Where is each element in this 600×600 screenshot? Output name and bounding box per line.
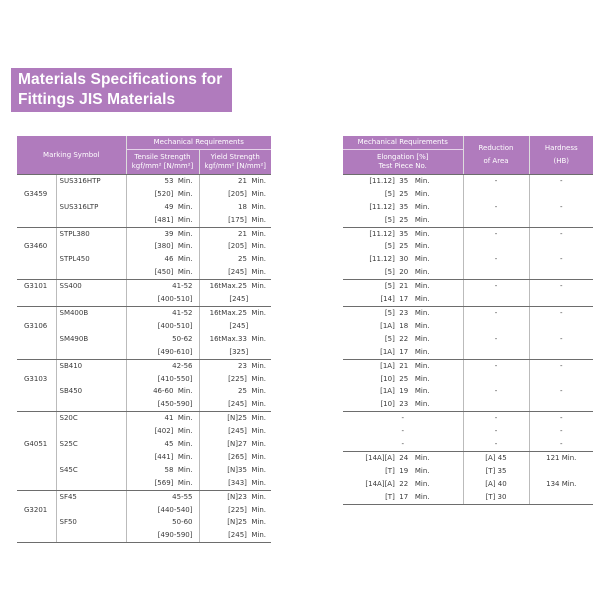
table-row	[17, 451, 271, 464]
elongation-cell: [1A] 19 Min.	[380, 387, 430, 396]
standard-cell: G3201	[24, 505, 48, 514]
tensile-strength-cell: [400-510]	[126, 320, 199, 333]
table-row	[17, 320, 271, 333]
reduction-of-area-cell: -	[463, 412, 529, 425]
hardness-label-2: (HB)	[553, 156, 570, 165]
table-row	[17, 359, 271, 372]
table-row	[17, 398, 271, 411]
tensile-strength-cell: [481] Min.	[126, 214, 199, 227]
tensile-strength-cell: 50-62	[126, 333, 199, 346]
yield-strength-cell: [225] Min.	[199, 504, 271, 517]
marking-symbol-cell	[56, 320, 126, 333]
elongation-cell: -	[401, 427, 405, 436]
tensile-strength-cell: 49 Min.	[126, 201, 199, 214]
table-row	[17, 333, 271, 346]
standard-cell: G4051	[24, 440, 48, 449]
yield-strength-cell: 16tMax.25 Min.	[199, 280, 271, 293]
marking-symbol-cell	[56, 214, 126, 227]
reduction-of-area-cell: -	[463, 333, 529, 346]
tensile-strength-cell: 46 Min.	[126, 253, 199, 266]
tensile-strength-cell: [440-540]	[126, 504, 199, 517]
table-row	[343, 214, 593, 227]
standard-cell	[17, 293, 56, 306]
table-row	[17, 280, 271, 293]
marking-symbol-cell: S25C	[56, 438, 126, 451]
elongation-cell: [11.12] 35 Min.	[369, 202, 430, 211]
standard-cell	[17, 516, 56, 529]
elongation-cell: [1A] 17 Min.	[343, 346, 463, 359]
reduction-of-area-cell	[463, 266, 529, 279]
table-row	[17, 425, 271, 438]
tensile-strength-cell: [450-590]	[126, 398, 199, 411]
table-row	[17, 174, 271, 187]
standard-cell: G3460	[24, 242, 48, 251]
marking-symbol-cell: SF50	[56, 516, 126, 529]
marking-symbol-cell	[56, 477, 126, 490]
tensile-strength-unit: kgf/mm² [N/mm²]	[131, 161, 194, 170]
right-mechanical-requirements-header: Mechanical Requirements	[343, 136, 463, 149]
hardness-cell: 134 Min.	[529, 478, 593, 491]
tensile-strength-label: Tensile Strength	[134, 152, 191, 161]
page-title	[11, 68, 232, 112]
hardness-cell: 121 Min.	[529, 451, 593, 464]
reduction-of-area-cell: [A] 45	[463, 451, 529, 464]
tensile-strength-cell: [400-510]	[126, 293, 199, 306]
reduction-of-area-cell: -	[463, 253, 529, 266]
table-row	[343, 385, 593, 398]
standard-cell	[17, 346, 56, 359]
marking-symbol-cell	[56, 504, 126, 517]
tensile-strength-cell: 41 Min.	[126, 412, 199, 425]
table-row	[17, 266, 271, 279]
marking-symbol-cell: SM400B	[56, 306, 126, 319]
tensile-strength-cell: [490-610]	[126, 346, 199, 359]
tensile-strength-cell: 41-52	[126, 280, 199, 293]
mechanical-requirements-header: Mechanical Requirements	[126, 136, 271, 149]
marking-symbol-cell	[56, 346, 126, 359]
tensile-strength-cell: 50-60	[126, 516, 199, 529]
hardness-cell	[529, 320, 593, 333]
elongation-cell: [11.12] 35 Min.	[369, 229, 430, 238]
marking-symbol-cell	[56, 373, 126, 386]
hardness-cell: -	[529, 359, 593, 372]
standard-cell	[17, 490, 56, 503]
table-row	[17, 438, 271, 451]
standard-cell	[17, 451, 56, 464]
yield-strength-cell: [245]	[199, 293, 271, 306]
table-row	[343, 306, 593, 319]
tensile-strength-cell: [490-590]	[126, 529, 199, 542]
marking-symbol-cell	[56, 451, 126, 464]
hardness-cell: -	[529, 280, 593, 293]
standard-cell	[17, 385, 56, 398]
standard-cell	[17, 333, 56, 346]
yield-strength-cell: [205] Min.	[199, 240, 271, 253]
table-row	[343, 280, 593, 293]
hardness-cell: -	[529, 201, 593, 214]
reduction-of-area-cell	[463, 240, 529, 253]
hardness-cell: -	[529, 227, 593, 240]
yield-strength-cell: 16tMax.33 Min.	[199, 333, 271, 346]
yield-strength-cell: [343] Min.	[199, 477, 271, 490]
reduction-of-area-cell: [A] 40	[463, 478, 529, 491]
table-row	[17, 477, 271, 490]
table-row	[17, 227, 271, 240]
tensile-strength-cell: 53 Min.	[126, 174, 199, 187]
table-row	[343, 320, 593, 333]
table-row	[343, 425, 593, 438]
marking-symbol-cell: SB410	[56, 359, 126, 372]
hardness-cell: -	[529, 412, 593, 425]
reduction-of-area-cell: -	[463, 385, 529, 398]
elongation-cell: [5] 21 Min.	[384, 282, 430, 291]
marking-symbol-cell	[56, 188, 126, 201]
tensile-strength-header	[126, 149, 199, 174]
tensile-strength-cell: 41-52	[126, 306, 199, 319]
elongation-label: Elongation [%]	[376, 152, 429, 161]
elongation-cell: [5] 25 Min.	[343, 214, 463, 227]
yield-strength-cell: 21 Min.	[199, 174, 271, 187]
hardness-cell	[529, 188, 593, 201]
tensile-strength-cell: [569] Min.	[126, 477, 199, 490]
yield-strength-cell: 16tMax.25 Min.	[199, 306, 271, 319]
table-row	[343, 359, 593, 372]
tensile-strength-cell: [441] Min.	[126, 451, 199, 464]
yield-strength-cell: [205] Min.	[199, 188, 271, 201]
standard-cell: G3106	[24, 321, 48, 330]
yield-strength-cell: [245] Min.	[199, 398, 271, 411]
reduction-label-1: Reduction	[478, 143, 514, 152]
yield-strength-unit: kgf/mm² [N/mm²]	[204, 161, 266, 170]
reduction-of-area-header	[463, 136, 529, 174]
standard-cell	[17, 214, 56, 227]
yield-strength-cell: 25 Min.	[199, 253, 271, 266]
elongation-cell: [1A] 18 Min.	[380, 321, 430, 330]
table-row	[343, 398, 593, 411]
marking-symbol-cell: SM490B	[56, 333, 126, 346]
reduction-of-area-cell: [T] 35	[463, 465, 529, 478]
marking-symbol-cell	[56, 293, 126, 306]
yield-strength-cell: [245] Min.	[199, 425, 271, 438]
hardness-label-1: Hardness	[544, 143, 578, 152]
table-row	[343, 465, 593, 478]
standard-cell	[17, 201, 56, 214]
yield-strength-label: Yield Strength	[210, 152, 260, 161]
elongation-cell: [14] 17 Min.	[343, 293, 463, 306]
table-row	[343, 451, 593, 464]
table-row	[17, 504, 271, 517]
standard-cell: G3459	[24, 189, 48, 198]
left-spec-table	[17, 136, 271, 543]
tensile-strength-cell: [380] Min.	[126, 240, 199, 253]
tensile-strength-cell: 46-60 Min.	[126, 385, 199, 398]
marking-symbol-cell	[56, 240, 126, 253]
table-row	[343, 174, 593, 187]
yield-strength-cell: [245]	[199, 320, 271, 333]
standard-cell: G3103	[24, 374, 48, 383]
yield-strength-cell: [245] Min.	[199, 266, 271, 279]
reduction-of-area-cell	[463, 346, 529, 359]
tensile-strength-cell: [450] Min.	[126, 266, 199, 279]
reduction-of-area-cell: [T] 30	[463, 491, 529, 504]
table-row	[343, 346, 593, 359]
table-row	[17, 253, 271, 266]
yield-strength-cell: [N]25 Min.	[199, 412, 271, 425]
reduction-of-area-cell: -	[463, 359, 529, 372]
yield-strength-cell: 25 Min.	[199, 385, 271, 398]
tensile-strength-cell: [402] Min.	[126, 425, 199, 438]
elongation-cell: [5] 20 Min.	[343, 266, 463, 279]
marking-symbol-cell: SUS316HTP	[56, 174, 126, 187]
table-row	[17, 412, 271, 425]
hardness-cell: -	[529, 333, 593, 346]
table-row	[17, 293, 271, 306]
table-row	[17, 529, 271, 542]
table-row	[17, 240, 271, 253]
marking-symbol-cell: S20C	[56, 412, 126, 425]
yield-strength-cell: [N]35 Min.	[199, 464, 271, 477]
table-row	[17, 188, 271, 201]
reduction-of-area-cell	[463, 398, 529, 411]
reduction-of-area-cell	[463, 293, 529, 306]
table-row	[343, 201, 593, 214]
hardness-cell: -	[529, 306, 593, 319]
elongation-cell: [5] 25 Min.	[384, 189, 430, 198]
standard-cell	[17, 227, 56, 240]
table-row	[343, 438, 593, 451]
elongation-cell: [5] 22 Min.	[384, 334, 430, 343]
reduction-of-area-cell: -	[463, 425, 529, 438]
yield-strength-cell: [325]	[199, 346, 271, 359]
table-row	[343, 188, 593, 201]
hardness-cell	[529, 465, 593, 478]
tensile-strength-cell: 39 Min.	[126, 227, 199, 240]
table-row	[17, 516, 271, 529]
tensile-strength-cell: 45 Min.	[126, 438, 199, 451]
tensile-strength-cell: [410-550]	[126, 373, 199, 386]
marking-symbol-cell	[56, 398, 126, 411]
tensile-strength-cell: [520] Min.	[126, 188, 199, 201]
yield-strength-cell: [265] Min.	[199, 451, 271, 464]
marking-symbol-cell: SF45	[56, 490, 126, 503]
hardness-cell	[529, 293, 593, 306]
marking-symbol-cell	[56, 529, 126, 542]
standard-cell: G3101	[24, 282, 48, 291]
table-row	[343, 333, 593, 346]
elongation-cell: [14A][A] 22 Min.	[365, 479, 430, 488]
table-row	[343, 266, 593, 279]
elongation-cell: [5] 23 Min.	[384, 308, 430, 317]
hardness-cell: -	[529, 253, 593, 266]
table-row	[343, 412, 593, 425]
yield-strength-cell: [N]27 Min.	[199, 438, 271, 451]
tensile-strength-cell: 45-55	[126, 490, 199, 503]
test-piece-label: Test Piece No.	[378, 161, 427, 170]
reduction-of-area-cell	[463, 214, 529, 227]
reduction-of-area-cell: -	[463, 306, 529, 319]
elongation-cell: [1A] 21 Min.	[380, 361, 430, 370]
tensile-strength-cell: 58 Min.	[126, 464, 199, 477]
reduction-of-area-cell	[463, 188, 529, 201]
reduction-of-area-cell: -	[463, 280, 529, 293]
marking-symbol-cell	[56, 266, 126, 279]
yield-strength-header	[199, 149, 271, 174]
reduction-of-area-cell	[463, 320, 529, 333]
reduction-of-area-cell	[463, 373, 529, 386]
hardness-cell: -	[529, 174, 593, 187]
table-row	[343, 491, 593, 504]
standard-cell	[17, 477, 56, 490]
table-row	[343, 227, 593, 240]
hardness-cell	[529, 398, 593, 411]
tensile-strength-cell: 42-56	[126, 359, 199, 372]
reduction-of-area-cell: -	[463, 201, 529, 214]
hardness-cell	[529, 240, 593, 253]
yield-strength-cell: 23 Min.	[199, 359, 271, 372]
table-row	[17, 373, 271, 386]
table-row	[343, 240, 593, 253]
yield-strength-cell: [N]23 Min.	[199, 490, 271, 503]
table-row	[17, 214, 271, 227]
table-row	[17, 201, 271, 214]
standard-cell	[17, 306, 56, 319]
marking-symbol-cell	[56, 425, 126, 438]
hardness-cell	[529, 373, 593, 386]
hardness-cell: -	[529, 438, 593, 451]
marking-symbol-cell: SUS316LTP	[56, 201, 126, 214]
standard-cell	[17, 359, 56, 372]
elongation-cell: [T] 19 Min.	[385, 466, 430, 475]
yield-strength-cell: [225] Min.	[199, 373, 271, 386]
hardness-cell	[529, 491, 593, 504]
standard-cell	[17, 412, 56, 425]
elongation-cell: [11.12] 30 Min.	[369, 255, 430, 264]
elongation-cell: [10] 23 Min.	[343, 398, 463, 411]
hardness-cell: -	[529, 385, 593, 398]
yield-strength-cell: 21 Min.	[199, 227, 271, 240]
table-row	[17, 490, 271, 503]
hardness-cell	[529, 214, 593, 227]
standard-cell	[17, 425, 56, 438]
yield-strength-cell: [245] Min.	[199, 529, 271, 542]
reduction-of-area-cell: -	[463, 438, 529, 451]
elongation-cell: [5] 25 Min.	[384, 242, 430, 251]
marking-symbol-cell: STPL450	[56, 253, 126, 266]
hardness-header	[529, 136, 593, 174]
marking-symbol-header: Marking Symbol	[17, 136, 126, 174]
elongation-cell: [10] 25 Min.	[380, 374, 430, 383]
title-line-2: Fittings JIS Materials	[18, 91, 176, 108]
elongation-cell: -	[401, 414, 405, 423]
yield-strength-cell: [N]25 Min.	[199, 516, 271, 529]
marking-symbol-cell: S45C	[56, 464, 126, 477]
elongation-header	[343, 149, 463, 174]
reduction-label-2: of Area	[483, 156, 509, 165]
table-row	[343, 293, 593, 306]
yield-strength-cell: 18 Min.	[199, 201, 271, 214]
table-row	[17, 346, 271, 359]
standard-cell	[17, 398, 56, 411]
right-spec-table	[343, 136, 593, 505]
elongation-cell: -	[401, 440, 405, 449]
title-line-1: Materials Specifications for	[18, 71, 223, 88]
table-row	[17, 306, 271, 319]
table-row	[343, 373, 593, 386]
yield-strength-cell: [175] Min.	[199, 214, 271, 227]
elongation-cell: [T] 17 Min.	[343, 491, 463, 504]
elongation-cell: [11.12] 35 Min.	[369, 176, 430, 185]
standard-cell	[17, 464, 56, 477]
marking-symbol-cell: SB450	[56, 385, 126, 398]
table-row	[17, 464, 271, 477]
standard-cell	[17, 266, 56, 279]
standard-cell	[17, 174, 56, 187]
hardness-cell: -	[529, 425, 593, 438]
marking-symbol-cell: SS400	[56, 280, 126, 293]
reduction-of-area-cell: -	[463, 174, 529, 187]
hardness-cell	[529, 346, 593, 359]
hardness-cell	[529, 266, 593, 279]
standard-cell	[17, 529, 56, 542]
standard-cell	[17, 253, 56, 266]
elongation-cell: [14A][A] 24 Min.	[365, 453, 430, 462]
table-row	[343, 478, 593, 491]
table-row	[343, 253, 593, 266]
table-row	[17, 385, 271, 398]
reduction-of-area-cell: -	[463, 227, 529, 240]
marking-symbol-cell: STPL380	[56, 227, 126, 240]
